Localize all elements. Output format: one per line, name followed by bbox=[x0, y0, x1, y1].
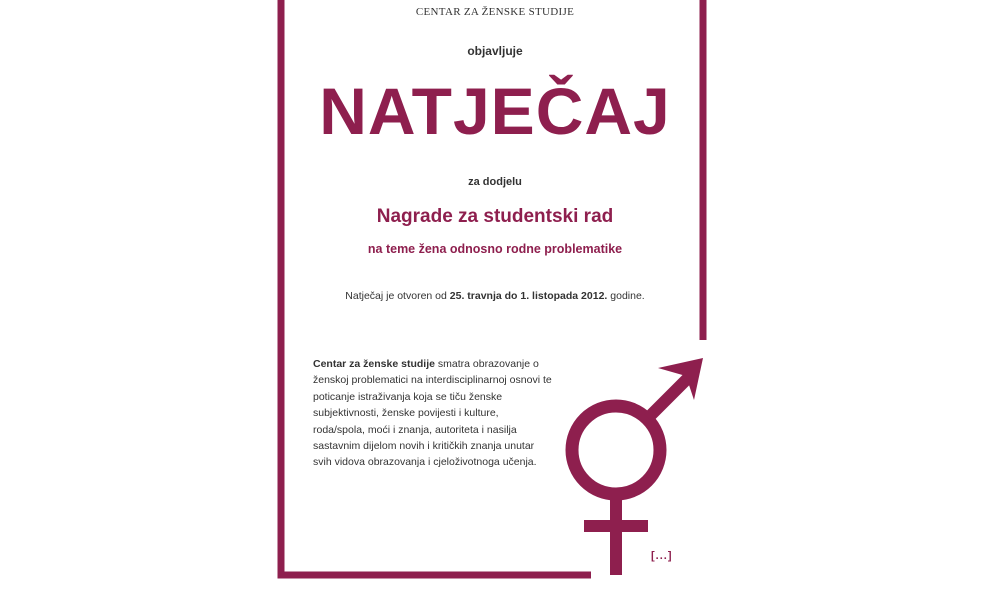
dates-line bbox=[275, 290, 715, 302]
for-text: za dodjelu bbox=[468, 176, 522, 188]
headline: NATJEČAJ bbox=[319, 74, 671, 148]
body-bold: Centar za ženske studije bbox=[313, 358, 435, 370]
poster bbox=[275, 0, 715, 593]
dates-range: 25. travnja do 1. listopada 2012. bbox=[449, 290, 608, 302]
more-link[interactable]: [...] bbox=[651, 550, 673, 562]
award-title: Nagrade za studentski rad bbox=[376, 206, 614, 227]
body-paragraph bbox=[313, 356, 553, 471]
body-text: smatra obrazovanje o ženskoj problematici na interdisciplinarnoj osnovi te poticanje istraživanja koja se tiču ženske subjektivnosti, ženske povijesti i kulture, roda/spola, moći i znanja, autoriteta i nasilja sastavnim dijelom novih i kritičkih znanja unutar svih vidova obrazovanja i cjeloživotnoga učenja. bbox=[313, 358, 552, 469]
intro-text: objavljuje bbox=[467, 44, 523, 58]
organization-name: CENTAR ZA ŽENSKE STUDIJE bbox=[415, 6, 575, 18]
dates-suffix: godine. bbox=[610, 290, 645, 302]
topic-text: na teme žena odnosno rodne problematike bbox=[367, 242, 623, 256]
gender-symbol-icon bbox=[550, 340, 710, 575]
dates-prefix: Natječaj je otvoren od bbox=[345, 290, 447, 302]
